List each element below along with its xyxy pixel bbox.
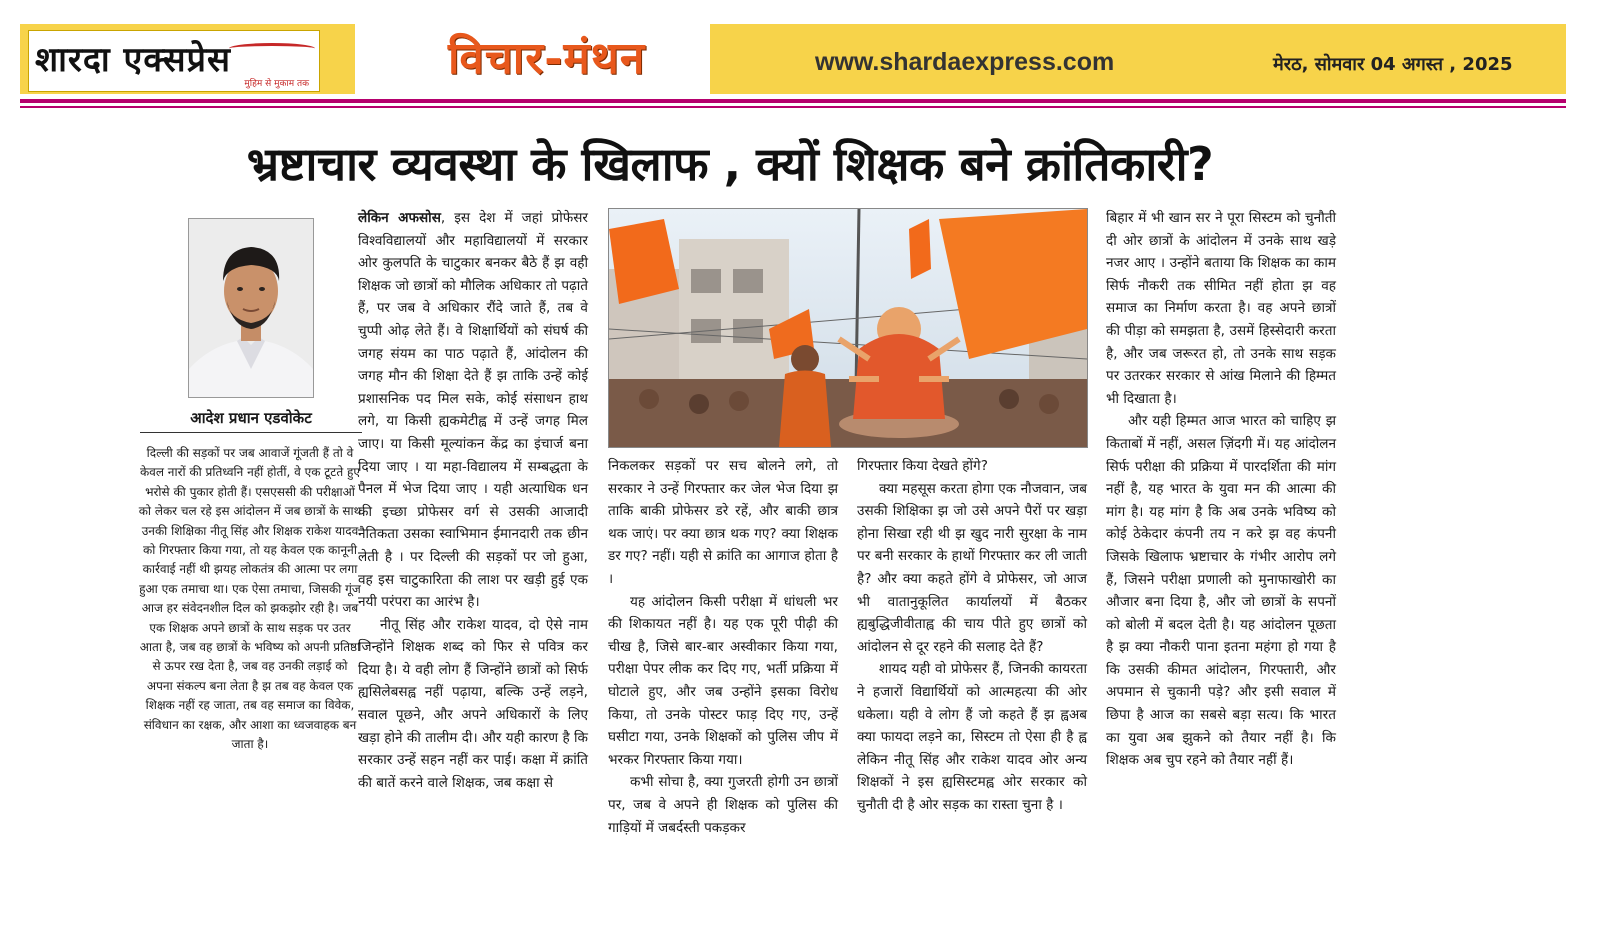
article-headline: भ्रष्टाचार व्यवस्था के खिलाफ , क्यों शिक्षक बने क्रांतिकारी? bbox=[246, 137, 1214, 191]
column-2-paragraph-1: निकलकर सड़कों पर सच बोलने लगे, तो सरकार ने उन्हें गिरफ्तार कर जेल भेज दिया झ ताकि बाकी प्रोफेसर डरे रहें, और बाकी छात्र थक जाएं। पर क्या छात्र थक गए? क्या शिक्षक डर गए? नहीं। यही से क्रांति का आगाज होता है । bbox=[608, 458, 838, 587]
column-1-paragraph-2: नीतू सिंह और राकेश यादव, दो ऐसे नाम जिन्होंने शिक्षक शब्द को फिर से पवित्र कर दिया है। ये वही लोग हैं जिन्होंने छात्रों को सिर्फ ह्यसिलेबसह्व नहीं पढ़ाया, बल्कि उन्हें लड़ने, सवाल पूछने, और अपने अधिकारों के लिए खड़ा होने की तालीम दी। और यही कारण है कि सरकार उन्हें सहन नहीं कर पाई। कक्षा में क्रांति की बातें करने वाले शिक्षक, जब कक्षा से bbox=[358, 616, 588, 791]
article-intro bbox=[138, 444, 362, 755]
dateline: मेरठ, सोमवार 04 अगस्त , 2025 bbox=[1273, 54, 1513, 75]
column-2-paragraph-2: यह आंदोलन किसी परीक्षा में धांधली भर की शिकायत नहीं है। यह एक पूरी पीढ़ी की चीख है, जिसे बार-बार अस्वीकार किया गया, परीक्षा पेपर लीक कर दिए गए, भर्ती प्रक्रिया में घोटाले हुए, और जब उन्होंने इसका विरोध किया, तो उनके पोस्टर फाड़ दिए गए, उन्हें घसीटा गया, उनके शिक्षकों को पुलिस जीप में भरकर गिरफ्तार किया गया। bbox=[608, 593, 838, 768]
column-2-paragraph-3: कभी सोचा है, क्या गुजरती होगी उन छात्रों पर, जब वे अपने ही शिक्षक को पुलिस की गाड़ियों में जबर्दस्ती पकड़कर bbox=[608, 774, 838, 836]
column-4-paragraph-2: और यही हिम्मत आज भारत को चाहिए झ किताबों में नहीं, असल ज़िंदगी में। यह आंदोलन सिर्फ परीक्षा की प्रक्रिया में पारदर्शिता की मांग नहीं है, यह भारत के युवा मन की आत्मा की मांग है। यह मांग है कि अब उनके भविष्य को कोई ठेकेदार कंपनी तय न करे झ वह कंपनी जिसके खिलाफ भ्रष्टाचार के गंभीर आरोप लगे हैं, जिसने परीक्षा प्रणाली को मुनाफाखोरी का औजार बना दिया है, और जो छात्रों के सपनों को बोली में बदल देती है। यह आंदोलन पूछता है झ क्या नौकरी पाना इतना महंगा हो गया है कि उसकी कीमत आंदोलन, गिरफ्तारी, और अपमान से चुकानी पड़े? और इसी सवाल में छिपा है आज का सबसे बड़ा सत्य। कि भारत का युवा अब झुकने को तैयार नहीं है। कि शिक्षक अब चुप रहने को तैयार नहीं हैं। bbox=[1106, 413, 1336, 769]
article-column-3 bbox=[857, 455, 1087, 817]
author-divider bbox=[140, 432, 362, 433]
column-4-paragraph-1: बिहार में भी खान सर ने पूरा सिस्टम को चुनौती दी ओर छात्रों के आंदोलन में उनके साथ खड़े नजर आए । उन्होंने बताया कि शिक्षक का काम सिर्फ नौकरी तक सीमित नहीं होता झ वह समाज का निर्माण करता है। वह अपने छात्रों की पीड़ा को समझता है, उसमें हिस्सेदारी करता है, और जब जरूरत हो, तो उनके साथ सड़क पर उतरकर सरकार से आंख मिलाने की हिम्मत भी दिखाता है। bbox=[1106, 210, 1336, 407]
newspaper-logo[interactable] bbox=[28, 30, 320, 92]
lead-in-text: लेकिन अफसोस bbox=[358, 210, 441, 226]
column-3-paragraph-3: शायद यही वो प्रोफेसर हैं, जिनकी कायरता ने हजारों विद्यार्थियों को आत्महत्या की ओर धकेला। यही वे लोग हैं जो कहते हैं झ ह्वअब क्या फायदा लड़ने का, सिस्टम तो ऐसा ही है ह्व लेकिन नीतू सिंह और राकेश यादव ओर अन्य शिक्षकों ने इस ह्यसिस्टमह्व ओर सरकार को चुनौती दी है ओर सड़क का रास्ता चुना है । bbox=[857, 661, 1087, 813]
site-url[interactable]: www.shardaexpress.com bbox=[815, 48, 1115, 76]
masthead-rule-thick bbox=[20, 99, 1566, 103]
article-column-2 bbox=[608, 455, 838, 839]
intro-paragraph: दिल्ली की सड़कों पर जब आवाजें गूंजती हैं तो वे केवल नारों की प्रतिध्वनि नहीं होतीं, वे एक टूटते हुए भरोसे की पुकार होती हैं। एसएससी की परीक्षाओं को लेकर चल रहे इस आंदोलन में जब छात्रों के साथ उनकी शिक्षिका नीतू सिंह और शिक्षक राकेश यादव को गिरफ्तार किया गया, तो यह केवल एक कानूनी कार्रवाई नहीं थी झयह लोकतंत्र की आत्मा पर लगा हुआ एक तमाचा था। एक ऐसा तमाचा, जिसकी गूंज आज हर संवेदनशील दिल को झकझोर रही है। जब एक शिक्षक अपने छात्रों के साथ सड़क पर उतर आता है, जब वह छात्रों के भविष्य को अपनी प्रतिष्ठा से ऊपर रख देता है, जब वह उनकी लड़ाई को अपना संकल्प बना लेता है झ तब वह केवल एक शिक्षक नहीं रह जाता, तब वह समाज का विवेक, संविधान का रक्षक, और आशा का ध्वजवाहक बन जाता है। bbox=[138, 446, 362, 752]
logo-tagline: मुहिम से मुकाम तक bbox=[244, 79, 309, 89]
column-1-paragraph-1 bbox=[358, 207, 588, 614]
news-photo bbox=[608, 208, 1088, 448]
author-name: आदेश प्रधान एडवोकेट bbox=[190, 409, 312, 427]
section-title: विचार-मंथन bbox=[448, 33, 646, 84]
column-3-paragraph-1: गिरफ्तार किया देखते होंगे? bbox=[857, 458, 988, 474]
column-3-paragraph-2: क्या महसूस करता होगा एक नौजवान, जब उसकी शिक्षिका झ जो उसे अपने पैरों पर खड़ा होना सिखा रही थी झ खुद नारी सुरक्षा के नाम पर बनी सरकार के हाथों गिरफ्तार कर ली जाती है? और क्या कहते होंगे वे प्रोफेसर, जो आज भी वातानुकूलित कार्यालयों में बैठकर ह्यबुद्धिजीवीताह्व की चाय पीते हुए छात्रों को आंदोलन से दूर रहने की सलाह देते हैं? bbox=[857, 480, 1087, 655]
article-column-1 bbox=[358, 207, 588, 794]
author-portrait-icon bbox=[189, 219, 313, 397]
column-1-paragraph-1-text: , इस देश में जहां प्रोफेसर विश्वविद्यालयों और महाविद्यालयों में सरकार ओर कुलपति के चाटुकार बनकर बैठे हैं झ वही शिक्षक जो छात्रों को मौलिक अधिकार तो पढ़ाते हैं, पर जब वे अधिकार रौंदे जाते हैं, तब वे चुप्पी ओढ़ लेते हैं। वे शिक्षार्थियों को संघर्ष की जगह संयम का पाठ पढ़ाते हैं, आंदोलन की जगह मौन की शिक्षा देते हैं झ ताकि उन्हें कोई प्रशासनिक पद मिल सके, कोई संसाधन हाथ लगे, या किसी ह्यकमेटीह्व में उन्हें जगह मिल जाए। या किसी मूल्यांकन केंद्र का इंचार्ज बना दिया जाए । या महा-विद्यालय में सम्बद्धता के पैनल में भेज दिया जाए । यही अत्याधिक धन की इच्छा प्रोफेसर वर्ग से उसकी आजादी नैतिकता उसका स्वाभिमान ईमानदारी तक छीन लेती है । पर दिल्ली की सड़कों पर जो हुआ, वह इस चाटुकारिता की लाश पर खड़ी हुई एक नयी परंपरा का आरंभ है। bbox=[358, 210, 588, 611]
masthead bbox=[20, 24, 1566, 94]
author-photo bbox=[188, 218, 314, 398]
article-column-4 bbox=[1106, 207, 1336, 772]
masthead-rule-thin bbox=[20, 106, 1566, 108]
logo-text: शारदा एक्सप्रेस bbox=[35, 40, 231, 80]
logo-swoosh-icon bbox=[229, 43, 315, 54]
procession-photo-icon bbox=[609, 209, 1087, 447]
